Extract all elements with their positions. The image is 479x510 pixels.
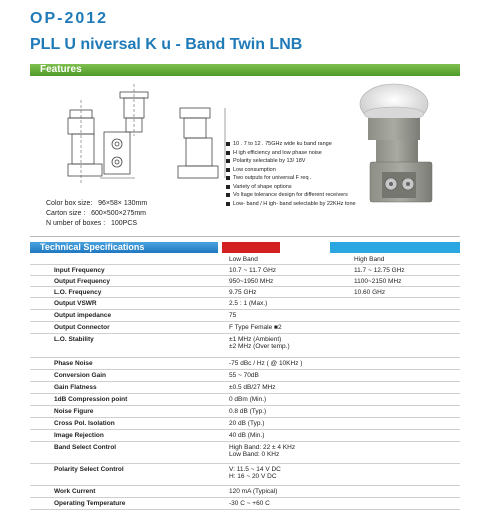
spec-name: Output VSWR	[30, 297, 227, 309]
carton-size-line	[46, 210, 146, 217]
table-row	[30, 369, 460, 381]
lnb-side-view-drawing	[68, 100, 102, 185]
tech-specs-header-bar	[30, 242, 218, 253]
spec-high-value	[352, 497, 460, 509]
spec-low-line-2: H: 16 ~ 20 V DC	[229, 472, 277, 480]
model-title: OP-2012	[30, 10, 109, 27]
spec-low-value	[227, 441, 352, 463]
high-band-color-bar	[330, 242, 460, 253]
table-row	[30, 297, 460, 309]
spec-high-value	[352, 393, 460, 405]
spec-table-header-row	[30, 254, 460, 264]
spec-low-line-1: High Band: 22 ± 4 KHz	[229, 443, 296, 451]
spec-name: Output Frequency	[30, 275, 227, 286]
spec-name: Polarity Select Control	[30, 463, 227, 485]
spec-low-value: -30 C ~ +60 C	[227, 497, 352, 509]
feature-item: H igh efficiency and low phase noise	[226, 149, 456, 158]
feature-item: 10 . 7 to 12 . 75GHz wide ku band range	[226, 140, 456, 149]
spec-low-value	[227, 333, 352, 357]
spec-low-value: 9.75 GHz	[227, 286, 352, 297]
table-row	[30, 357, 460, 369]
spec-table	[30, 254, 460, 510]
features-header-bar	[30, 64, 460, 76]
spec-low-value	[227, 463, 352, 485]
spec-low-value: 40 dB (Min.)	[227, 429, 352, 441]
table-row	[30, 485, 460, 497]
color-box-label: Color box size:	[46, 200, 93, 207]
low-band-header: Low Band	[227, 254, 352, 264]
spec-high-value	[352, 463, 460, 485]
table-row	[30, 321, 460, 333]
spec-high-value	[352, 309, 460, 321]
feature-item: Low consumption	[226, 166, 456, 175]
spec-name: Noise Figure	[30, 405, 227, 417]
high-band-header: High Band	[352, 254, 460, 264]
lnb-top-view-drawing	[120, 84, 148, 136]
spec-name: L.O. Stability	[30, 333, 227, 357]
spec-name: L.O. Frequency	[30, 286, 227, 297]
spec-name: Phase Noise	[30, 357, 227, 369]
spec-high-value	[352, 297, 460, 309]
spec-low-value: 10.7 ~ 11.7 GHz	[227, 264, 352, 275]
spec-high-value: 1100~2150 MHz	[352, 275, 460, 286]
section-divider	[30, 236, 460, 237]
carton-label: Carton size :	[46, 210, 86, 217]
spec-low-value: ±0.5 dB/27 MHz	[227, 381, 352, 393]
spec-name: Cross Pol. Isolation	[30, 417, 227, 429]
spec-low-line-1: V: 11.5 ~ 14 V DC	[229, 465, 281, 473]
spec-low-value: 20 dB (Typ.)	[227, 417, 352, 429]
spec-high-value	[352, 485, 460, 497]
spec-name: Operating Temperature	[30, 497, 227, 509]
feature-item: Two outputs for universal F req .	[226, 174, 456, 183]
boxes-value: 100PCS	[110, 220, 138, 227]
feature-item: Low- band / H igh- band selectable by 22KHz tone	[226, 200, 456, 209]
spec-high-value	[352, 381, 460, 393]
table-row	[30, 429, 460, 441]
table-row	[30, 333, 460, 357]
spec-name: Conversion Gain	[30, 369, 227, 381]
color-box-size-line	[46, 200, 147, 207]
spec-low-value: 120 mA (Typical)	[227, 485, 352, 497]
carton-value: 600×500×275mm	[91, 210, 147, 217]
spec-low-line-1: ±1 MHz (Ambient)	[229, 335, 282, 343]
spec-low-line-2: ±2 MHz (Over temp.)	[229, 342, 290, 350]
table-row	[30, 405, 460, 417]
spec-header-empty	[30, 254, 227, 264]
tech-specs-title: Technical Specifications	[40, 242, 145, 252]
table-row	[30, 309, 460, 321]
table-row	[30, 441, 460, 463]
spec-low-value: 55 ~ 70dB	[227, 369, 352, 381]
table-row	[30, 393, 460, 405]
spec-name: Output impedance	[30, 309, 227, 321]
feature-item: Polarity selectable by 13/ 18V	[226, 157, 456, 166]
features-list	[226, 140, 456, 208]
low-band-color-bar	[222, 242, 280, 253]
color-box-value: 96×58× 130mm	[98, 200, 148, 207]
spec-low-value: F Type Female ■2	[227, 321, 352, 333]
table-row	[30, 286, 460, 297]
table-row	[30, 497, 460, 509]
spec-high-value: 11.7 ~ 12.75 GHz	[352, 264, 460, 275]
spec-high-value	[352, 417, 460, 429]
spec-name: 1dB Compression point	[30, 393, 227, 405]
boxes-label: N umber of boxes :	[46, 220, 106, 227]
spec-name: Image Rejection	[30, 429, 227, 441]
spec-high-value	[352, 357, 460, 369]
spec-low-value: -75 dBc / Hz ( @ 10KHz )	[227, 357, 352, 369]
feature-item: Vo ltage tolerance design for different receivers	[226, 191, 456, 200]
spec-high-value	[352, 321, 460, 333]
table-row	[30, 264, 460, 275]
spec-low-value: 2.5 : 1 (Max.)	[227, 297, 352, 309]
spec-high-value	[352, 441, 460, 463]
features-title: Features	[40, 64, 82, 75]
spec-low-value: 950~1950 MHz	[227, 275, 352, 286]
spec-name: Gain Flatness	[30, 381, 227, 393]
lnb-front-view-drawing	[100, 132, 135, 178]
product-title: PLL U niversal K u - Band Twin LNB	[30, 36, 303, 53]
lnb-right-view-drawing	[178, 108, 225, 178]
spec-name: Output Connector	[30, 321, 227, 333]
spec-low-value: 75	[227, 309, 352, 321]
spec-low-line-2: Low Band: 0 KHz	[229, 450, 280, 458]
table-row	[30, 417, 460, 429]
lnb-technical-drawings	[40, 80, 240, 198]
spec-name: Input Frequency	[30, 264, 227, 275]
spec-low-value: 0 dBm (Min.)	[227, 393, 352, 405]
spec-low-value: 0.8 dB (Typ.)	[227, 405, 352, 417]
boxes-count-line	[46, 220, 137, 227]
spec-name: Band Select Control	[30, 441, 227, 463]
table-row	[30, 275, 460, 286]
feature-item: Variety of shape options	[226, 183, 456, 192]
spec-high-value	[352, 405, 460, 417]
table-row	[30, 381, 460, 393]
spec-high-value	[352, 333, 460, 357]
spec-high-value: 10.60 GHz	[352, 286, 460, 297]
spec-high-value	[352, 369, 460, 381]
table-row	[30, 463, 460, 485]
spec-high-value	[352, 429, 460, 441]
spec-name: Work Current	[30, 485, 227, 497]
